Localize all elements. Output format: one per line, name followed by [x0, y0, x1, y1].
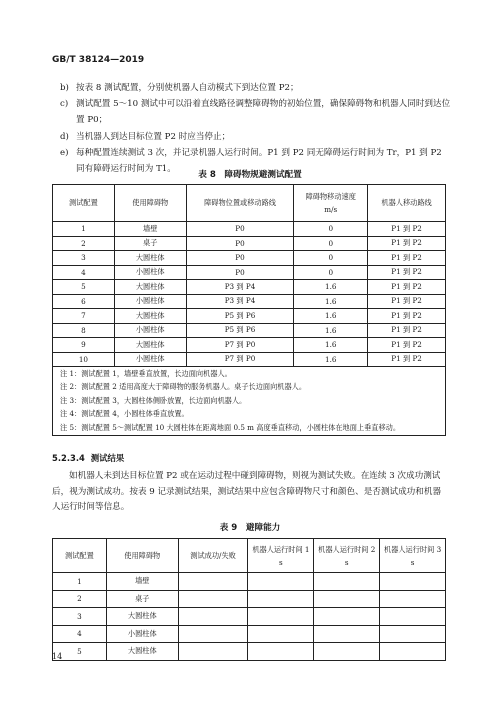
table-cell: 2 [53, 590, 107, 608]
table-row [53, 352, 446, 367]
table-entry-cell [380, 643, 446, 661]
table-row [53, 323, 446, 338]
table-cell: 大圆柱体 [114, 309, 186, 324]
table-row [53, 222, 446, 237]
table-cell: 0 [294, 222, 368, 237]
table8-caption: 表 8 障碍物规避测试配置 [198, 170, 302, 180]
table-entry-cell [248, 625, 314, 643]
page-number: 14 [52, 652, 63, 661]
list-item [52, 80, 452, 96]
table-header-row [53, 185, 446, 222]
body-paragraph: 如机器人未到达目标位置 P2 或在运动过程中碰到障碍物，则视为测试失败。在连续 3 次成功测试后，视为测试成功。按表 9 记录测试结果，测试结果中应包含障碍物尺寸和颜色、是否测试成功和机器人运行时间等信息。 [52, 471, 442, 512]
table-entry-cell [314, 573, 380, 591]
column-header: 测试成功/失败 [178, 539, 248, 573]
table-cell: P1 到 P2 [368, 338, 446, 353]
table-note: 注 2：测试配置 2 适用高度大于障碍物的服务机器人。桌子长边面向机器人。 [53, 381, 446, 395]
table-entry-cell [178, 625, 248, 643]
table-cell: 1.6 [294, 309, 368, 324]
section-number: 5.2.3.4 [52, 453, 85, 463]
page-header-standard-number: GB/T 38124—2019 [52, 55, 145, 65]
table-cell: P7 到 P0 [186, 338, 294, 353]
table-cell: 大圆柱体 [114, 338, 186, 353]
table-row [53, 590, 446, 608]
table-cell: 大圆柱体 [114, 280, 186, 295]
table-cell: 1.6 [294, 338, 368, 353]
table-entry-cell [248, 608, 314, 626]
table-note-row [53, 408, 446, 422]
list-item-text: 每种配置连续测试 3 次，并记录机器人运行时间。P1 到 P2 同无障碍运行时间为 Tr，P1 到 P2 同有障碍运行时间为 T1。 [76, 147, 442, 175]
column-header: 机器人运行时间 2 s [314, 539, 380, 573]
table-cell: 小圆柱体 [114, 352, 186, 367]
column-header: 测试配置 [53, 185, 115, 222]
column-header: 机器人运行时间 1 s [248, 539, 314, 573]
list-marker: c) [60, 99, 69, 110]
table-cell: 桌子 [114, 236, 186, 251]
table-entry-cell [178, 608, 248, 626]
column-header: 机器人运行时间 3 s [380, 539, 446, 573]
table-cell: P3 到 P4 [186, 280, 294, 295]
table-row [53, 309, 446, 324]
list-marker: d) [60, 131, 69, 142]
table-entry-cell [314, 643, 380, 661]
table-cell: P0 [186, 251, 294, 266]
table-cell: P0 [186, 236, 294, 251]
table-entry-cell [314, 590, 380, 608]
table-row [53, 643, 446, 661]
table-note: 注 5：测试配置 5～测试配置 10 大圆柱体在距离地面 0.5 m 高度垂直移动，小圆柱体在地面上垂直移动。 [53, 421, 446, 435]
table-entry-cell [248, 643, 314, 661]
table-entry-cell [314, 625, 380, 643]
section-heading [52, 452, 124, 464]
section-title: 测试结果 [90, 453, 125, 463]
table-cell: 10 [53, 352, 115, 367]
table-row [53, 280, 446, 295]
table-cell: 大圆柱体 [106, 608, 178, 626]
table-entry-cell [380, 590, 446, 608]
table-row [53, 608, 446, 626]
table-cell: 大圆柱体 [114, 251, 186, 266]
procedure-list [52, 80, 452, 177]
table-cell: 墙壁 [106, 573, 178, 591]
list-marker: b) [60, 83, 69, 93]
table-note-row [53, 381, 446, 395]
table-cell: 小圆柱体 [114, 294, 186, 309]
table-cell: 小圆柱体 [106, 625, 178, 643]
column-header: 障碍物位置或移动路线 [186, 185, 294, 222]
table-cell: P1 到 P2 [368, 352, 446, 367]
table-cell: 0 [294, 251, 368, 266]
table-cell: P1 到 P2 [368, 323, 446, 338]
table9-caption: 表 9 避障能力 [219, 523, 281, 533]
table-cell: P1 到 P2 [368, 294, 446, 309]
table-entry-cell [178, 590, 248, 608]
list-item-text: 测试配置 5～10 测试中可以沿着直线路径调整障碍物的初始位置，确保障碍物和机器人同时到达位置 P0； [76, 99, 451, 126]
table-cell: 3 [53, 608, 107, 626]
table-entry-cell [380, 608, 446, 626]
table-cell: P0 [186, 222, 294, 237]
list-marker: e) [60, 147, 69, 158]
table-cell: 2 [53, 236, 115, 251]
table9-avoidance-capability [52, 538, 446, 661]
table-header-row [53, 539, 446, 573]
table-cell: 6 [53, 294, 115, 309]
table-cell: P1 到 P2 [368, 280, 446, 295]
table-cell: 8 [53, 323, 115, 338]
table-row [53, 338, 446, 353]
table-note-row [53, 367, 446, 381]
table-cell: 1 [53, 573, 107, 591]
table-cell: P1 到 P2 [368, 251, 446, 266]
table-row [53, 573, 446, 591]
table-cell: P3 到 P4 [186, 294, 294, 309]
table-note-row [53, 421, 446, 435]
table-cell: 5 [53, 643, 107, 661]
table-cell: 大圆柱体 [106, 643, 178, 661]
table-cell: 0 [294, 265, 368, 280]
table-cell: 5 [53, 280, 115, 295]
table-entry-cell [314, 608, 380, 626]
table-entry-cell [178, 643, 248, 661]
table-cell: 1 [53, 222, 115, 237]
column-header: 机器人移动路线 [368, 185, 446, 222]
column-header: 测试配置 [53, 539, 107, 573]
list-item [52, 96, 452, 128]
list-item-text: 当机器人到达目标位置 P2 时应当停止； [76, 131, 231, 142]
table-entry-cell [178, 573, 248, 591]
table-cell: 小圆柱体 [114, 323, 186, 338]
table-cell: 桌子 [106, 590, 178, 608]
column-header: 障碍物移动速度 m/s [294, 185, 368, 222]
column-header: 使用障碍物 [106, 539, 178, 573]
table-cell: 墙壁 [114, 222, 186, 237]
table-cell: P1 到 P2 [368, 309, 446, 324]
table-cell: P0 [186, 265, 294, 280]
table-entry-cell [248, 573, 314, 591]
table-row [53, 625, 446, 643]
table-row [53, 236, 446, 251]
table-cell: 9 [53, 338, 115, 353]
table-cell: 1.6 [294, 323, 368, 338]
table-row [53, 294, 446, 309]
table-row [53, 251, 446, 266]
table-cell: 7 [53, 309, 115, 324]
table8-obstacle-avoidance-config [52, 184, 446, 436]
table-cell: P5 到 P6 [186, 323, 294, 338]
table-entry-cell [248, 590, 314, 608]
list-item-text: 按表 8 测试配置，分别使机器人自动模式下到达位置 P2； [76, 83, 299, 93]
table-cell: 1.6 [294, 294, 368, 309]
table-row [53, 265, 446, 280]
table-entry-cell [380, 573, 446, 591]
table-cell: 4 [53, 265, 115, 280]
table-cell: 1.6 [294, 352, 368, 367]
table-cell: 4 [53, 625, 107, 643]
list-item [52, 129, 452, 145]
table-cell: 3 [53, 251, 115, 266]
table-cell: P5 到 P6 [186, 309, 294, 324]
table-note: 注 4：测试配置 4，小圆柱体垂直放置。 [53, 408, 446, 422]
table-note: 注 1：测试配置 1，墙壁垂直放置，长边面向机器人。 [53, 367, 446, 381]
table-cell: P7 到 P0 [186, 352, 294, 367]
table-cell: 0 [294, 236, 368, 251]
table-cell: 小圆柱体 [114, 265, 186, 280]
table-cell: P1 到 P2 [368, 265, 446, 280]
column-header: 使用障碍物 [114, 185, 186, 222]
table-entry-cell [380, 625, 446, 643]
table-cell: P1 到 P2 [368, 222, 446, 237]
table-cell: P1 到 P2 [368, 236, 446, 251]
table-cell: 1.6 [294, 280, 368, 295]
table-note: 注 3：测试配置 3，大圆柱体侧卧放置，长边面向机器人。 [53, 394, 446, 408]
table-note-row [53, 394, 446, 408]
